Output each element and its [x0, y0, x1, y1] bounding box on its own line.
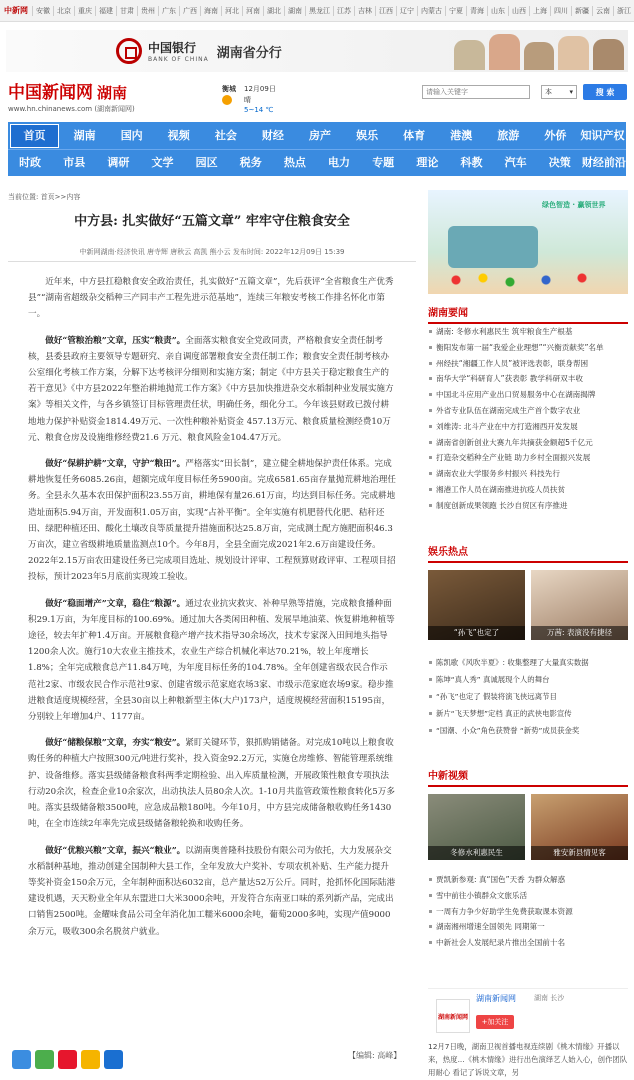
share-bar [12, 1050, 123, 1069]
paragraph-lead: 做好“管粮治粮”文章，压实“粮责”。 [45, 335, 186, 346]
nav-row-2 [8, 149, 626, 176]
region-link[interactable]: 山东 [487, 6, 508, 16]
nav-item[interactable]: 湖南 [73, 128, 96, 142]
list-item[interactable]: 外省专业队伍在湖南完成生产首个数字农业 [428, 403, 628, 419]
list-item[interactable]: 衡阳发布第一届“我爱企业理想”“兴衡贡献奖”名单 [428, 340, 628, 356]
nav-item[interactable]: 财经前沿 [581, 156, 626, 169]
nav-item[interactable]: 社会 [214, 128, 237, 142]
region-link[interactable]: 湖北 [263, 6, 284, 16]
list-item[interactable]: 制度创新成果领跑 长沙自贸区有序推进 [428, 498, 628, 514]
region-link[interactable]: 海南 [200, 6, 221, 16]
region-link[interactable]: 浙江 [613, 6, 634, 16]
breadcrumb: 当前位置: 首页>>内容 [8, 193, 81, 201]
region-link[interactable]: 福建 [95, 6, 116, 16]
region-link[interactable]: 湖南 [284, 6, 305, 16]
region-link[interactable]: 广西 [179, 6, 200, 16]
region-link[interactable]: 黑龙江 [305, 6, 333, 16]
nav-item[interactable]: 文学 [151, 156, 174, 169]
article [8, 204, 416, 950]
nav-item[interactable]: 港澳 [450, 128, 473, 142]
weibo-avatar[interactable]: 湖南新闻网 [436, 999, 470, 1033]
nav-item[interactable]: 税务 [239, 156, 262, 169]
chevron-down-icon: ▾ [569, 88, 573, 96]
video-photo[interactable] [428, 794, 525, 860]
weibo-name[interactable]: 湖南新闻网 [476, 994, 516, 1003]
list-item[interactable]: 新片“飞天梦想”定档 真正的武侠电影宣传 [428, 705, 628, 722]
nav-item[interactable]: 决策 [548, 156, 571, 169]
photo-caption: 万茜: 表演没有捷径 [531, 626, 628, 640]
nav-item[interactable]: 娱乐 [356, 128, 379, 142]
search-input[interactable] [422, 85, 530, 99]
region-link[interactable]: 江苏 [333, 6, 354, 16]
region-link[interactable]: 河南 [242, 6, 263, 16]
nav-item[interactable]: 园区 [195, 156, 218, 169]
list-item[interactable]: 湖南农业大学服务乡村振兴 科技先行 [428, 466, 628, 482]
nav-item[interactable]: 体育 [403, 128, 426, 142]
list-item[interactable]: 中新社会人发展纪录片推出全国前十名 [428, 935, 628, 951]
banner-people-image [454, 32, 624, 70]
article-paragraph [28, 735, 396, 832]
region-link[interactable]: 青海 [466, 6, 487, 16]
site-logo[interactable] [8, 78, 135, 114]
entertainment-photos [428, 570, 628, 640]
paragraph-text: 以湖南奥普隆科技股份有限公司为依托，大力发展杂交水稻制种基地，推动创建全国制种大县工作，全年发放大户奖补、专项农机补贴、生产能力提升等奖补资金150余万元，全年制种面积达6032亩，总产量达52万公斤。同时，抢抓怀化国际陆港建设机遇，天天粉业全年从东盟进口大米3000余吨，开发符合东南亚口味的系列新产品，完成出口销售2500吨。金耀味食品公司全年消化加工糯米6000余吨，葡萄2000多吨，实现产值9000余万元，吸收300余名脱贫户就业。 [28, 845, 396, 937]
plus-share-icon[interactable] [12, 1050, 31, 1069]
article-paragraph [28, 274, 396, 323]
weibo-icon[interactable] [58, 1050, 77, 1069]
photo-caption: “孙飞”也定了 [428, 626, 525, 640]
search-button[interactable]: 搜 索 [583, 84, 627, 100]
list-item[interactable]: 打造杂交稻种全产业链 助力乡村全面振兴发展 [428, 450, 628, 466]
entertainment-list [428, 654, 628, 739]
list-item[interactable]: 湖南湘州增速全国领先 同期第一 [428, 919, 628, 935]
nav-item[interactable]: 科教 [460, 156, 483, 169]
bank-of-china-logo-icon [116, 38, 142, 64]
nav-item[interactable]: 热点 [283, 156, 306, 169]
weather-date: 12月09日 [244, 85, 276, 93]
photo-caption: 冬修水利惠民生 [428, 846, 525, 860]
nav-item[interactable]: 外侨 [544, 128, 567, 142]
region-link[interactable]: 广东 [158, 6, 179, 16]
bank-banner-ad[interactable] [6, 30, 628, 72]
paragraph-text: 通过农业抗灾救灾、补种早熟等措施，完成粮食播种面积29.1万亩，为年度目标的100.69%。通过加大各类闲田种植、发展旱地油菜、恢复耕地种植等途径，较去年扩种1.4万亩。开展粮食稳产增产技术指导30余场次，技术专家深入田间地头指导1200余人次。施行10大农业主推技术，农业生产综合机械化率达70.21%，较上年度增长1.8%；全年完成粮食总产11.84万吨，为年度目标任务的104.78%。全年创建省级农民合作示范社2家、市级农民合作示范社9家、创建省级示范家庭农场3家、市级示范家庭农场9家。稳步推进粮食适度规模经营，全县30亩以上种粮新型主体(大户)173户，适度规模经营面积15195亩，分别较上年增加4户、1177亩。 [28, 598, 395, 723]
article-paragraph [28, 456, 396, 586]
video-photo[interactable] [531, 794, 628, 860]
video-heading[interactable]: 中新视频 [428, 767, 628, 787]
wechat-icon[interactable] [35, 1050, 54, 1069]
balls-image [438, 270, 618, 290]
entertainment-photo[interactable] [531, 570, 628, 640]
truck-image [448, 226, 538, 268]
site-url: www.hn.chinanews.com (湖南新闻网) [8, 105, 135, 113]
list-item[interactable]: 州经扶“湘疆工作人员”被评选表彰，联身帮困 [428, 356, 628, 372]
list-item[interactable]: 刘维涛: 北斗产业在中方打造湘西开发发展 [428, 419, 628, 435]
weather-widget [222, 84, 276, 114]
renren-icon[interactable] [104, 1050, 123, 1069]
video-list [428, 872, 628, 951]
entertainment-heading[interactable]: 娱乐热点 [428, 543, 628, 563]
region-link[interactable]: 宁夏 [445, 6, 466, 16]
nav-item[interactable]: 专题 [372, 156, 395, 169]
region-link[interactable]: 四川 [550, 6, 571, 16]
region-link[interactable]: 吉林 [354, 6, 375, 16]
nav-item[interactable]: 首页 [10, 124, 59, 148]
main-nav [8, 122, 626, 176]
nav-item[interactable]: 调研 [107, 156, 130, 169]
region-link[interactable]: 山西 [508, 6, 529, 16]
nav-row-1 [8, 122, 626, 149]
list-item[interactable]: 湖南: 冬修水利惠民生 筑牢粮食生产根基 [428, 324, 628, 340]
nav-item[interactable]: 时政 [19, 156, 42, 169]
nav-item[interactable]: 国内 [120, 128, 143, 142]
paragraph-lead: 做好“保耕护耕”文章，守护“粮田”。 [45, 459, 186, 470]
region-link[interactable]: 甘肃 [116, 6, 137, 16]
region-link[interactable]: 内蒙古 [417, 6, 445, 16]
entertainment-photo[interactable] [428, 570, 525, 640]
region-link[interactable]: 贵州 [137, 6, 158, 16]
nav-item[interactable]: 理论 [416, 156, 439, 169]
region-link[interactable]: 北京 [53, 6, 74, 16]
search-scope-select[interactable] [541, 85, 577, 99]
site-region: 湖南 [97, 84, 128, 102]
region-link[interactable]: 上海 [529, 6, 550, 16]
photo-caption: 雅安新县情见客 [531, 846, 628, 860]
weather-temp: 5~14 ℃ [244, 106, 274, 114]
region-link[interactable]: 新疆 [571, 6, 592, 16]
list-item[interactable]: 雪中前往小镇群众文旅乐活 [428, 888, 628, 904]
nav-item[interactable]: 财经 [261, 128, 284, 142]
paragraph-text: 全面落实粮食安全党政同责，严格粮食安全责任制考核，县委县政府主要领导专题研究、亲自调度部署粮食安全责任制工作；粮食安全责任制考核办公室细化考核工作方案，分解下达考核评分细则和实施方案；制定《中方县关于稳定粮食生产的若干意见》《中方县2022年整治耕地抛荒工作方案》《中方县加快推进杂交水稻制种业发展实施方案》等相关文件，与各乡镇签订目标管理责任状，明确任务，细化分工。今年该县财政已拨付耕地地力保护补贴资金1814.49万元、一次性种粮补贴资金 457.13万元、粮食质量检测经费10万元、粮食仓房及设施维修经费21.6 万元、粮食风险金104.47万元。 [28, 335, 394, 443]
list-item[interactable]: 贾凯新参观: 真“国色”天香 为群众解惑 [428, 872, 628, 888]
weibo-snippet: 12月7日晚，湖南卫视首播电视连续剧《桃木情缘》开播以来，热度...《桃木情缘》进行出色演绎艺人始入心，创作团队用耐心 看记了诉说文章，另 [428, 1042, 628, 1077]
weather-city: 衡城 [222, 85, 236, 93]
paragraph-text: 近年来，中方县扛稳粮食安全政治责任，扎实做好“五篇文章”，先后获评“全省粮食生产优秀县”“湖南省超级杂交稻种三产同丰产工程先进示范基地”，连续三年粮安考核工作排名怀化市第一。 [28, 277, 394, 320]
list-item[interactable]: 陈凯歌《风吹半夏》: 收集整理了大量真实数据 [428, 654, 628, 671]
nav-item[interactable]: 知识产权 [580, 128, 625, 142]
article-paragraph [28, 843, 396, 940]
video-photos [428, 794, 628, 860]
nav-item[interactable]: 视频 [167, 128, 190, 142]
list-item[interactable]: 南华大学“科研育人”获表彰 教学科研双丰收 [428, 371, 628, 387]
site-brand-link[interactable]: 中新网 [4, 6, 28, 15]
article-meta: 中新网湖南·经济快讯 唐寺辉 唐秋云 高凯 熊小云 发布时间: 2022年12月09日 15:39 [8, 247, 416, 262]
nav-item[interactable]: 房产 [309, 128, 331, 142]
region-link[interactable]: 重庆 [74, 6, 95, 16]
article-paragraph [28, 333, 396, 446]
site-name: 中国新闻网 [8, 83, 93, 103]
search-scope-value: 本 [545, 88, 552, 96]
list-item[interactable]: 陈坤“真人秀” 真诚展现个人的舞台 [428, 671, 628, 688]
list-item[interactable]: 中国北斗应用产业出口贸易服务中心在湖南揭牌 [428, 387, 628, 403]
list-item[interactable]: 湘港工作人员在湖南推进抗疫人员扶贫 [428, 482, 628, 498]
region-link[interactable]: 云南 [592, 6, 613, 16]
region-link[interactable]: 辽宁 [396, 6, 417, 16]
paragraph-lead: 做好“储粮保粮”文章，夯实“粮安”。 [45, 738, 186, 749]
weibo-widget [428, 988, 628, 1036]
nav-item[interactable]: 市县 [63, 156, 86, 169]
weibo-location: 湖南 长沙 [534, 994, 565, 1002]
article-title: 中方县: 扎实做好“五篇文章” 牢牢守住粮食安全 [74, 214, 350, 229]
bank-name: 中国银行 [148, 41, 197, 55]
region-link[interactable]: 河北 [221, 6, 242, 16]
region-link[interactable]: 江西 [375, 6, 396, 16]
region-link[interactable]: 安徽 [32, 6, 53, 16]
paragraph-text: 严格落实“田长制”，建立健全耕地保护责任体系。完成耕地恢复任务6085.26亩，超额完成年度目标任务5900亩。完成6581.65亩存量抛荒耕地治理任务。全县永久基本农田保护面积23.55万亩，耕地保有量26.61万亩，均达到目标任务。完成耕地造址面积5.94万亩，开发面积1.05万亩，实现“占补平衡”。全年实施有机肥替代化肥、秸秆还田、绿肥种植还田、酸化土壤改良等质量提升措施面积达25.8万亩，完成测土配方施肥面积46.3万亩次，建立省级耕地质量监测点10个。今年8月，全县全面完成2021年2.6万亩建设任务。2022年2.15万亩农田建设任务已完成项目选址、规划设计评审、工程预算财政评审、工程项目招投标，预计2023年5月底前实现竣工验收。 [28, 459, 396, 583]
article-editor: 【编辑: 高峰】 [348, 1051, 402, 1060]
paragraph-text: 紧盯关键环节，狠抓购销储备。对完成10吨以上粮食收购任务的种植大户按照300元/吨进行奖补，投入资金92.2万元，实施仓房维修、智能管理系统维护、设备维修。落实县级储备粮食科两季定期检验、出入库质量检测，开展政策性粮食专项执法行动20余次，检查企业10余家次，出动执法人员80余人次。1-10月共监管政策性粮食转化5万多吨。落实县级储备粮3500吨，应急成品粮180吨。今年10月，中方县完成储备粮收购任务1430吨，在全市连续2年率先完成县级储备粮轮换和收购任务。 [28, 738, 395, 830]
nav-item[interactable]: 电力 [328, 156, 351, 169]
weather-condition: 晴 [244, 96, 251, 104]
paragraph-lead: 做好“稳面增产”文章，稳住“粮源”。 [45, 598, 186, 609]
hunan-news-list [428, 324, 628, 514]
qzone-icon[interactable] [81, 1050, 100, 1069]
sun-icon [222, 95, 232, 105]
hunan-news-heading[interactable]: 湖南要闻 [428, 304, 628, 324]
list-item[interactable]: 一周有力争少好助学生免费获取课本资源 [428, 904, 628, 920]
nav-item[interactable]: 旅游 [497, 128, 520, 142]
article-body [8, 274, 416, 940]
article-paragraph [28, 596, 396, 726]
weibo-follow-button[interactable]: +加关注 [476, 1015, 514, 1029]
list-item[interactable]: “国潮、小众”角色获赞誉 “新势”成员获金奖 [428, 722, 628, 739]
ad-headline: 绿色智造 · 赢领世界 [542, 201, 606, 209]
sidebar-ad[interactable] [428, 190, 628, 294]
list-item[interactable]: “孙飞”也定了 假装将演飞侠远离节目 [428, 688, 628, 705]
region-bar [0, 0, 634, 22]
nav-item[interactable]: 汽车 [504, 156, 527, 169]
bank-branch: 湖南省分行 [216, 45, 282, 61]
bank-name-en: BANK OF CHINA [148, 56, 209, 63]
paragraph-lead: 做好“优粮兴粮”文章，振兴“粮业”。 [45, 845, 186, 856]
list-item[interactable]: 湖南省创新创业大赛九年共摘获金额超5千亿元 [428, 435, 628, 451]
